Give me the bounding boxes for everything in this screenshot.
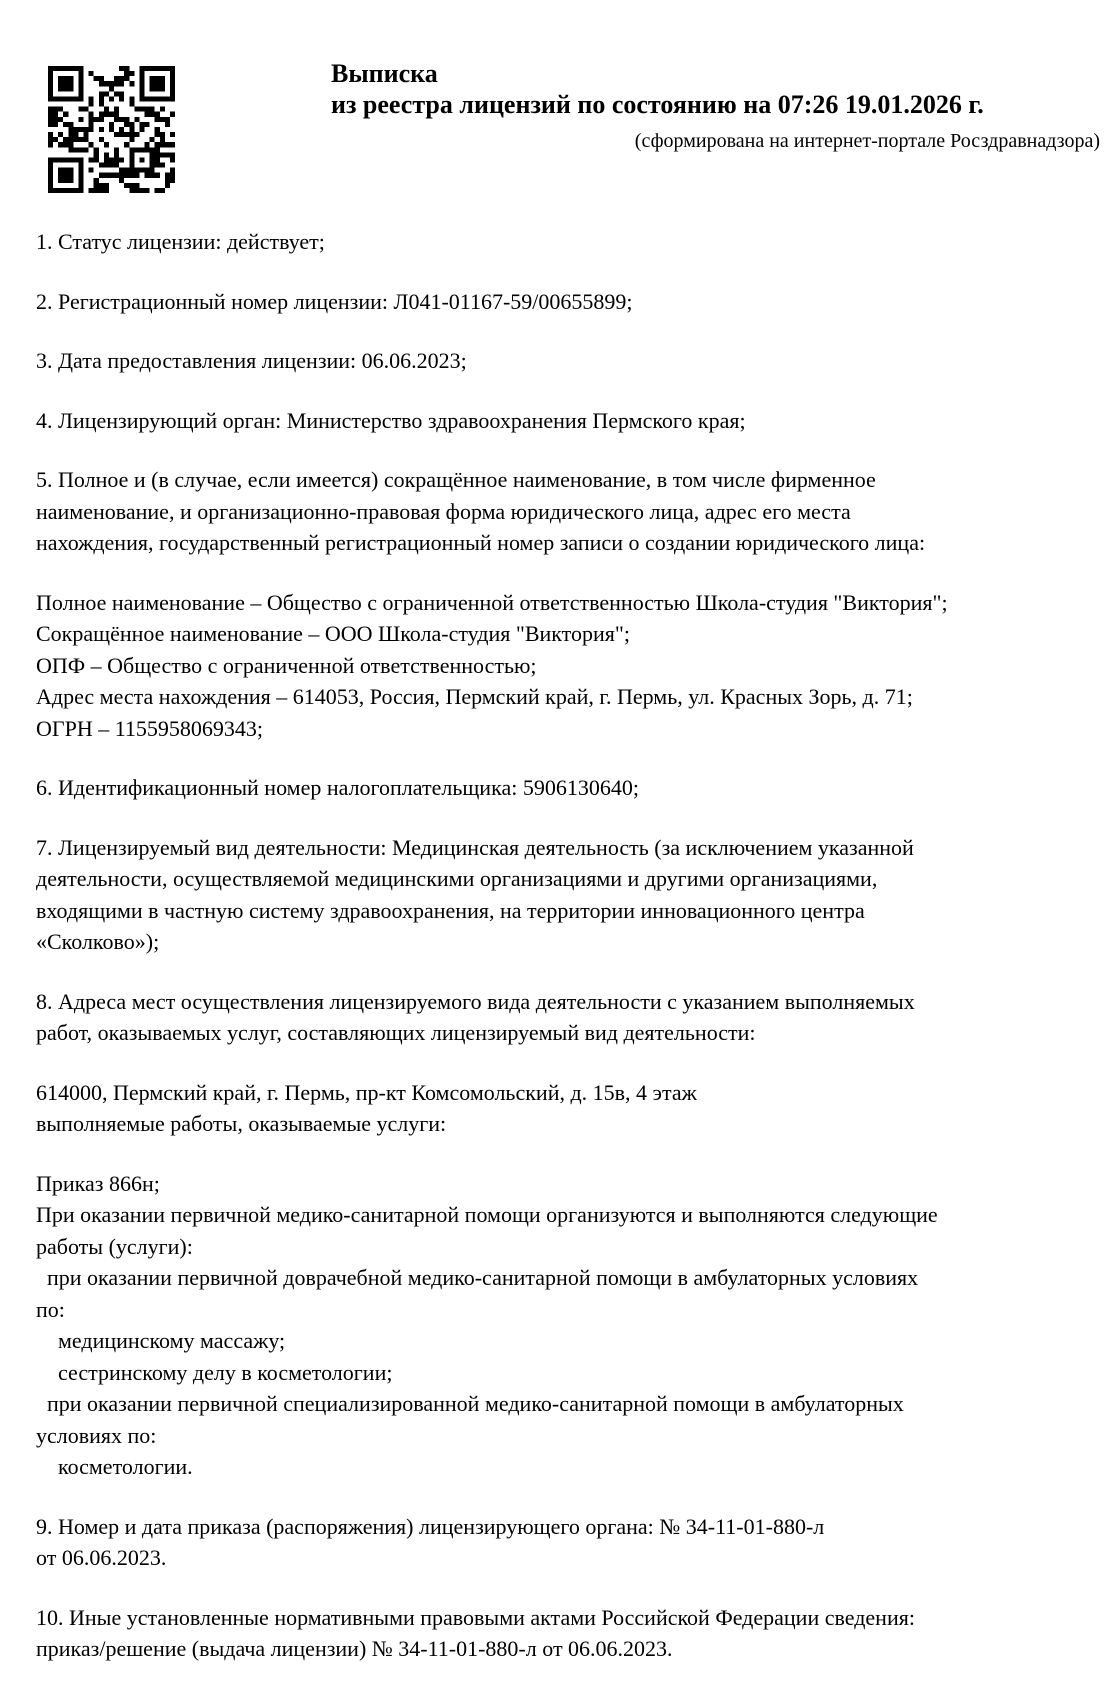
works-services-list [36,1168,1086,1483]
text-line: 3. Дата предоставления лицензии: 06.06.2023; [36,348,467,373]
licensed-activity [36,832,1086,958]
text-line: 2. Регистрационный номер лицензии: Л041-01167-59/00655899; [36,288,633,314]
text-line: сестринскому делу в косметологии; [36,1359,393,1385]
text-line: 8. Адреса мест осуществления лицензируемого вида деятельности с указанием выполняемых [36,988,915,1014]
text-line: ОПФ – Общество с ограниченной ответственностью; [36,652,537,678]
text-line: работ, оказываемых услуг, составляющих лицензируемый вид деятельности: [36,1020,756,1045]
document-body [36,226,1086,1693]
text-line: условиях по: [36,1422,157,1448]
text-line: деятельности, осуществляемой медицинскими организациями и другими организациями, [36,866,878,891]
registration-number [36,286,1086,318]
document-title-line2: из реестра лицензий по состоянию на 07:26 19.01.2026 г. [331,90,984,119]
text-line: При оказании первичной медико-санитарной помощи организуются и выполняются следующие [36,1202,938,1227]
licensing-authority [36,405,1086,437]
other-info [36,1602,1086,1665]
text-line: 9. Номер и дата приказа (распоряжения) лицензирующего органа: № 34-11-01-880-л [36,1513,825,1539]
text-line: приказ/решение (выдача лицензии) № 34-11-01-880-л от 06.06.2023. [36,1636,673,1661]
text-line: 5. Полное и (в случае, если имеется) сокращённое наименование, в том числе фирменное [36,467,876,492]
text-line: входящими в частную систему здравоохранения, на территории инновационного центра [36,897,865,923]
text-line: Адрес места нахождения – 614053, Россия, Пермский край, г. Пермь, ул. Красных Зорь, д. 71; [36,684,913,709]
text-line: 6. Идентификационный номер налогоплательщика: 5906130640; [36,775,639,800]
text-line: нахождения, государственный регистрационный номер записи о создании юридического лица: [36,530,926,555]
organization-name-intro [36,464,1086,559]
text-line: Полное наименование – Общество с ограниченной ответственностью Школа-студия "Виктория"; [36,589,948,615]
text-line: Приказ 866н; [36,1170,160,1196]
text-line: «Сколково»); [36,929,160,954]
order-number-date [36,1511,1086,1574]
text-line: медицинскому массажу; [36,1328,286,1353]
text-line: ОГРН – 1155958069343; [36,715,264,741]
text-line: выполняемые работы, оказываемые услуги: [36,1111,447,1136]
text-line: 614000, Пермский край, г. Пермь, пр-кт Комсомольский, д. 15в, 4 этаж [36,1079,697,1105]
activity-addresses-intro [36,986,1086,1049]
text-line: при оказании первичной доврачебной медико-санитарной помощи в амбулаторных условиях [36,1265,919,1290]
text-line: по: [36,1296,65,1322]
text-line: 10. Иные установленные нормативными правовыми актами Российской Федерации сведения: [36,1604,915,1630]
activity-address [36,1077,1086,1140]
text-line: работы (услуги): [36,1233,193,1259]
text-line: при оказании первичной специализированной медико-санитарной помощи в амбулаторных [36,1391,904,1416]
text-line: от 06.06.2023. [36,1545,167,1570]
text-line: косметологии. [36,1454,193,1479]
taxpayer-number [36,772,1086,804]
qr-code-icon [48,66,175,193]
organization-details [36,587,1086,745]
text-line: 4. Лицензирующий орган: Министерство здравоохранения Пермского края; [36,407,746,433]
document-subtitle: (сформирована на интернет-портале Росздравнадзора) [634,130,1100,152]
document-title-line1: Выписка [331,59,438,88]
document-header [331,58,1100,153]
text-line: Сокращённое наименование – ООО Школа-студия "Виктория"; [36,621,630,646]
license-status [36,226,1086,258]
text-line: наименование, и организационно-правовая форма юридического лица, адрес его места [36,498,851,524]
grant-date [36,345,1086,377]
text-line: 1. Статус лицензии: действует; [36,229,325,254]
text-line: 7. Лицензируемый вид деятельности: Медицинская деятельность (за исключением указанной [36,834,914,860]
